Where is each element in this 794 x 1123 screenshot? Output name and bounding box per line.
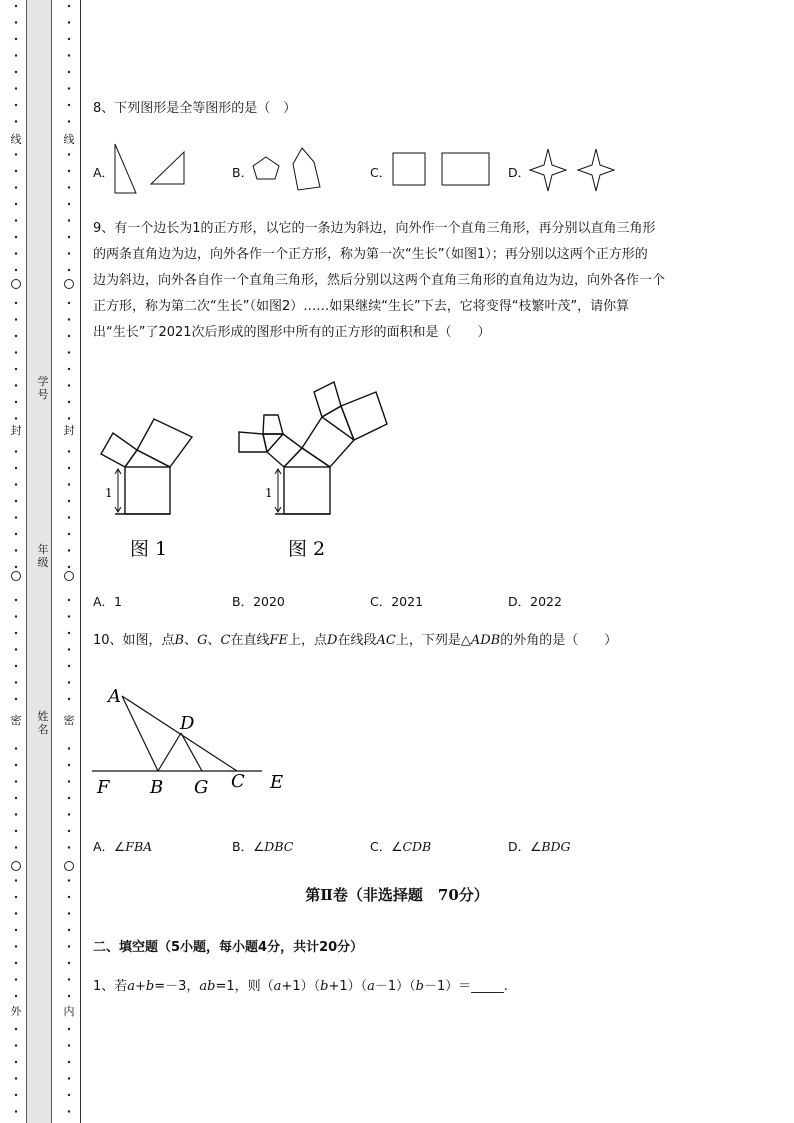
- q9-option-c: C．2021: [370, 594, 424, 609]
- q9-line-1: 9、有一个边长为1的正方形，以它的一条边为斜边，向外作一个直角三角形，再分别以直角三角形: [93, 221, 656, 236]
- point-e-label: E: [270, 772, 284, 793]
- inner-mark-xian: 线: [63, 133, 75, 146]
- inner-mark-nei: 内: [63, 1005, 75, 1018]
- fig2-side-label: 1: [265, 486, 273, 500]
- q9-line-5: 出“生长”了2021次后形成的图形中所有的正方形的面积和是（ ）: [93, 325, 491, 340]
- outer-mark-feng: 封: [10, 424, 22, 437]
- figure-1: [101, 419, 192, 560]
- q9-line-3: 边为斜边，向外各自作一个直角三角形，然后分别以这两个直角三角形的直角边为边，向外各作一个: [93, 273, 666, 288]
- q9-option-d: D．2022: [508, 594, 562, 609]
- q8-option-d-label: D．: [508, 165, 531, 180]
- q10-option-b: B．∠DBC: [232, 839, 294, 854]
- q8-option-d-stars: [526, 146, 618, 192]
- q8-option-b-label: B．: [232, 165, 254, 180]
- fill-question-1: 1、若a+b=－3，ab=1，则（a+1）（b+1）（a－1）（b－1）＝_____.: [93, 979, 508, 994]
- field-grade: 年级: [37, 543, 49, 569]
- figure-2: [239, 382, 387, 560]
- point-g-label: G: [194, 777, 209, 798]
- q8-option-a-triangles: [110, 142, 190, 194]
- inner-mark-feng: 封: [63, 424, 75, 437]
- point-c-label: C: [231, 771, 245, 792]
- q9-line-4: 正方形，称为第二次“生长”（如图2）……如果继续“生长”下去，它将变得“枝繁叶茂”，请你算: [93, 299, 630, 314]
- q8-option-c-label: C．: [370, 165, 392, 180]
- section-2-title: 第Ⅱ卷（非选择题 70分）: [305, 886, 489, 904]
- q10-geometry-figure: [90, 680, 300, 802]
- q10-option-c: C．∠CDB: [370, 839, 432, 854]
- fig1-side-label: 1: [105, 486, 113, 500]
- inner-mark-mi: 密: [63, 714, 75, 727]
- field-name: 姓名: [37, 710, 49, 736]
- q8-option-c-rectangles: [388, 148, 498, 190]
- q8-option-a-label: A．: [93, 165, 115, 180]
- point-d-label: D: [180, 713, 195, 734]
- fill-in-heading: 二、填空题（5小题，每小题4分，共计20分）: [93, 940, 364, 955]
- outer-mark-xian: 线: [10, 133, 22, 146]
- point-b-label: B: [150, 777, 164, 798]
- q9-option-b: B．2020: [232, 594, 285, 609]
- q10-option-a: A．∠FBA: [93, 839, 153, 854]
- binding-margin: [0, 0, 82, 1123]
- question-8-text: 8、下列图形是全等图形的是（ ）: [93, 101, 297, 116]
- outer-mark-mi: 密: [10, 714, 22, 727]
- q8-option-b-pentagons: [248, 142, 328, 194]
- q9-option-a: A．1: [93, 594, 123, 609]
- fig2-caption: 图 2: [288, 538, 326, 560]
- q9-growth-figures: [90, 372, 430, 568]
- outer-mark-wai: 外: [10, 1005, 22, 1018]
- point-f-label: F: [97, 777, 110, 798]
- q10-option-d: D．∠BDG: [508, 839, 571, 854]
- fig1-caption: 图 1: [130, 538, 168, 560]
- question-10-text: 10、如图，点B、G、C在直线FE上，点D在线段AC上，下列是△ADB的外角的是（ ）: [93, 633, 618, 648]
- field-student-number: 学号: [37, 375, 49, 401]
- q9-line-2: 的两条直角边为边，向外各作一个正方形，称为第一次“生长”（如图1）；再分别以这两个正方形的: [93, 247, 648, 262]
- point-a-label: A: [108, 686, 121, 707]
